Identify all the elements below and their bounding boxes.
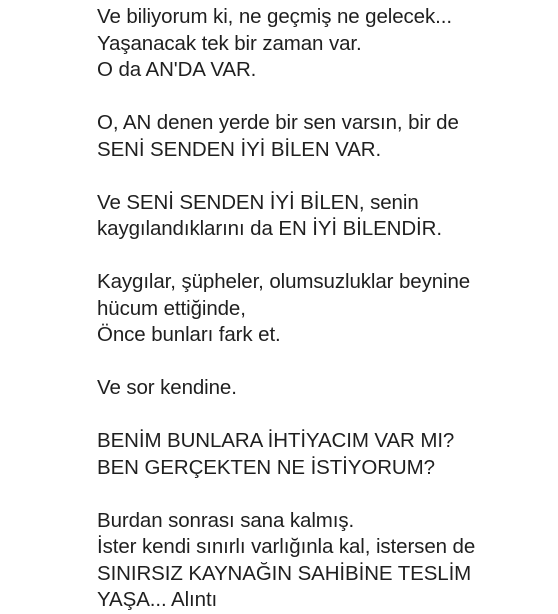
text-line: Önce bunları fark et. <box>97 323 281 346</box>
text-line: hücum ettiğinde, <box>97 296 246 320</box>
text-line: O, AN denen yerde bir sen varsın, bir de <box>97 111 459 134</box>
text-line: YAŞA... Alıntı <box>97 588 218 611</box>
paragraph-1 <box>97 4 558 84</box>
text-line: Yaşanacak tek bir zaman var. <box>97 31 362 55</box>
paragraph-5 <box>97 375 558 402</box>
text-line: BEN GERÇEKTEN NE İSTİYORUM? <box>97 455 435 479</box>
text-line: kaygılandıklarını da EN İYİ BİLENDİR. <box>97 217 442 240</box>
text-line: İster kendi sınırlı varlığınla kal, istersen de <box>97 535 476 558</box>
paragraph-2 <box>97 110 558 163</box>
paragraph-6 <box>97 428 558 481</box>
text-line: Ve sor kendine. <box>97 376 237 399</box>
paragraph-3 <box>97 190 558 243</box>
text-line: SENİ SENDEN İYİ BİLEN VAR. <box>97 137 382 161</box>
text-line: Kaygılar, şüpheler, olumsuzluklar beynine <box>97 270 471 293</box>
text-line: Burdan sonrası sana kalmış. <box>97 508 355 532</box>
text-line: SINIRSIZ KAYNAĞIN SAHİBİNE TESLİM <box>97 561 472 585</box>
text-line: Ve SENİ SENDEN İYİ BİLEN, senin <box>97 190 419 214</box>
paragraph-7 <box>97 508 558 614</box>
text-line: BENİM BUNLARA İHTİYACIM VAR MI? <box>97 429 455 452</box>
text-line: O da AN'DA VAR. <box>97 58 257 81</box>
text-line: Ve biliyorum ki, ne geçmiş ne gelecek... <box>97 5 452 28</box>
paragraph-4 <box>97 269 558 349</box>
